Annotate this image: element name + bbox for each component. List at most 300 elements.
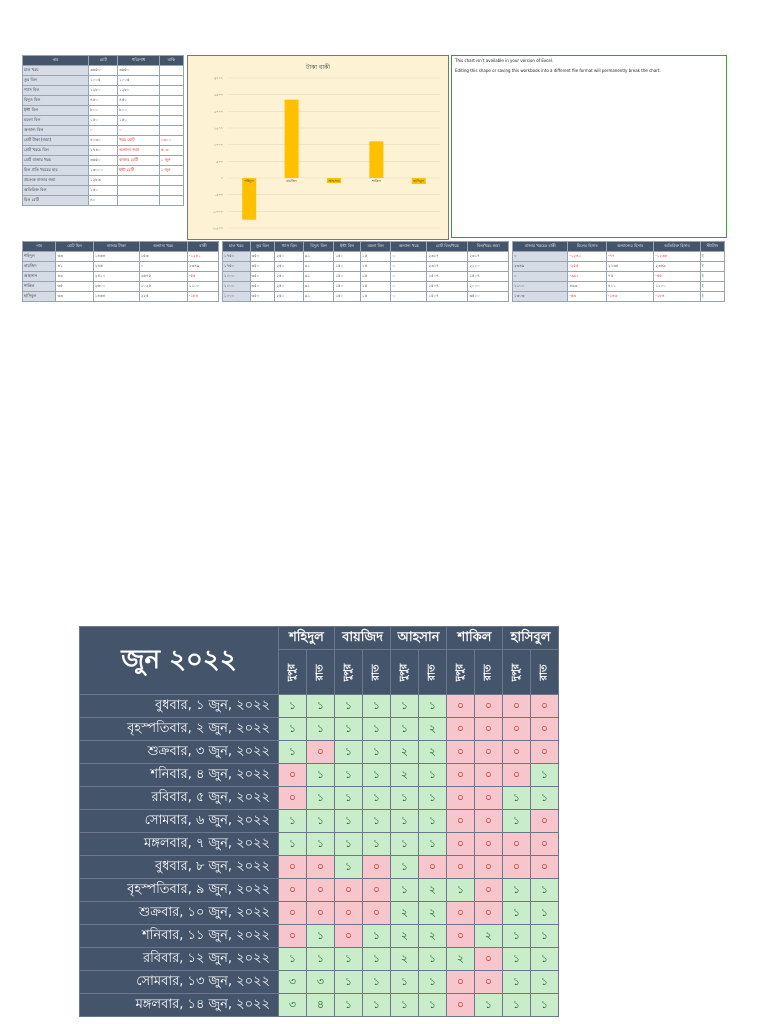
- meal-count: ১: [503, 994, 531, 1017]
- table-row: [23, 96, 184, 106]
- y-tick-label: ১৫০০: [213, 126, 223, 131]
- table-row: [513, 292, 725, 302]
- meal-count: ০: [279, 787, 307, 810]
- table-cell: ২৬০০: [93, 282, 139, 292]
- meal-count: ৩: [279, 971, 307, 994]
- meal-label: দুপুর: [453, 663, 465, 681]
- y-tick-label: -৫০০: [214, 193, 223, 198]
- table-row: [513, 252, 725, 262]
- meal-count: ১: [279, 948, 307, 971]
- table-row: [23, 282, 219, 292]
- meal-count: ১: [419, 971, 447, 994]
- meal-count: ১: [531, 879, 559, 902]
- detail-right-table: [512, 241, 725, 302]
- table-row: [223, 252, 509, 262]
- attendance-row: [80, 764, 559, 787]
- attendance-row: [80, 810, 559, 833]
- table-cell: ২৫০: [275, 282, 304, 292]
- meal-count: ০: [503, 718, 531, 741]
- table-cell: ১১০০: [513, 282, 568, 292]
- table-row: [23, 272, 219, 282]
- meal-count: ১: [475, 994, 503, 1017]
- table-cell: ২৩৪৯: [654, 262, 700, 272]
- table-cell: ৮০০: [118, 106, 160, 116]
- table-cell: ১০০৫: [118, 76, 160, 86]
- table-cell: ২৪১০: [93, 272, 139, 282]
- meal-count: ০: [363, 879, 391, 902]
- table-cell: -১২৩৮: [654, 252, 700, 262]
- meal-count: ১: [531, 948, 559, 971]
- column-header: চাল খরচ: [223, 242, 251, 252]
- meal-count: ০: [531, 833, 559, 856]
- table-cell: ৩৬৫০: [89, 156, 118, 166]
- table-cell: চাল খরচ: [23, 66, 89, 76]
- unsupported-chart-box: [451, 55, 727, 238]
- table-cell: ৯১: [303, 272, 333, 282]
- table-cell: ০: [391, 262, 427, 272]
- meal-count: ১: [307, 695, 335, 718]
- table-cell: ০: [391, 272, 427, 282]
- table-cell: হাসিবুল: [23, 292, 56, 302]
- table-cell: ০: [391, 282, 427, 292]
- table-cell: ১০০৫: [89, 76, 118, 86]
- table-cell: [159, 126, 183, 136]
- table-cell: ৯১: [303, 252, 333, 262]
- meal-count: ১: [335, 695, 363, 718]
- table-cell: ই: [700, 262, 724, 272]
- meal-count: ১: [531, 764, 559, 787]
- meal-count: ০: [503, 764, 531, 787]
- y-tick-label: ২০০০: [213, 109, 223, 114]
- table-cell: ১৫: [361, 282, 391, 292]
- meal-label: রাত: [314, 664, 325, 680]
- column-header: ময়লা বিল: [361, 242, 391, 252]
- table-cell: ৩৫০০: [468, 292, 509, 302]
- table-cell: ১৫০: [89, 186, 118, 196]
- meal-count: ১: [307, 948, 335, 971]
- table-row: [23, 196, 184, 206]
- meal-count: ০: [335, 902, 363, 925]
- table-row: [23, 176, 184, 186]
- date-cell: বৃহস্পতিবার, ৯ জুন, ২০২২: [80, 879, 279, 902]
- table-cell: -১৮৪: [187, 292, 218, 302]
- meal-count: ০: [447, 787, 475, 810]
- table-cell: ৯১: [303, 282, 333, 292]
- table-cell: ২৫০: [275, 252, 304, 262]
- table-cell: ০: [139, 262, 187, 272]
- column-header: গ্যাস বিল: [275, 242, 304, 252]
- table-cell: ই: [700, 292, 724, 302]
- meal-count: ২: [419, 902, 447, 925]
- date-cell: শুক্রবার, ১০ জুন, ২০২২: [80, 902, 279, 925]
- attendance-row: [80, 856, 559, 879]
- table-cell: [159, 96, 183, 106]
- table-cell: ২০০০: [468, 282, 509, 292]
- table-row: [23, 292, 219, 302]
- meal-count: ২: [391, 764, 419, 787]
- table-cell: মোট টাকা (জমা): [23, 136, 89, 146]
- table-cell: [159, 106, 183, 116]
- table-cell: বায়জিদ: [23, 262, 56, 272]
- column-header: বাকি: [159, 56, 183, 66]
- table-row: [223, 272, 509, 282]
- table-cell: -৭৭: [607, 252, 654, 262]
- table-cell: তুর বিল: [23, 76, 89, 86]
- table-cell: ৩৩: [56, 292, 93, 302]
- table-cell: ই: [700, 282, 724, 292]
- table-cell: ২৫০: [275, 272, 304, 282]
- meal-count: ১: [335, 741, 363, 764]
- table-cell: ১০০০: [223, 282, 251, 292]
- y-tick-label: -১০০০: [212, 209, 223, 214]
- table-cell: ইন্টা রেটি: [118, 166, 160, 176]
- meal-count: ১: [531, 902, 559, 925]
- table-cell: ৯১: [303, 262, 333, 272]
- meal-header: [503, 650, 531, 695]
- meal-count: ১: [419, 833, 447, 856]
- table-cell: ১ জুন: [159, 156, 183, 166]
- meal-count: ০: [475, 879, 503, 902]
- meal-count: ০: [447, 764, 475, 787]
- table-cell: ১৪৬৪: [93, 292, 139, 302]
- bar: [285, 100, 299, 178]
- table-cell: বাজার রেটি: [118, 156, 160, 166]
- meal-label: দুপুর: [341, 663, 353, 681]
- meal-count: ১: [307, 925, 335, 948]
- table-cell: ০: [391, 292, 427, 302]
- meal-count: ০: [419, 856, 447, 879]
- column-header: মোট বিল/খরচ: [427, 242, 468, 252]
- meal-header: [279, 650, 307, 695]
- table-cell: -৫৩: [568, 292, 607, 302]
- meal-count: ০: [503, 741, 531, 764]
- attendance-row: [80, 741, 559, 764]
- table-cell: ২৬৭৫: [139, 272, 187, 282]
- meal-count: ১: [335, 948, 363, 971]
- date-cell: শনিবার, ৪ জুন, ২০২২: [80, 764, 279, 787]
- table-cell: ৭৫: [607, 272, 654, 282]
- table-cell: ১৫: [361, 252, 391, 262]
- table-cell: অন্যান্য বিল: [23, 126, 89, 136]
- table-cell: ২৫০: [275, 262, 304, 272]
- meal-count: ০: [531, 741, 559, 764]
- meal-count: ০: [447, 902, 475, 925]
- table-cell: ৪০: [89, 196, 118, 206]
- table-cell: ৩৬৫০: [89, 66, 118, 76]
- attendance-row: [80, 994, 559, 1017]
- table-cell: -১৪৩: [607, 292, 654, 302]
- table-cell: [159, 76, 183, 86]
- table-cell: ১০২৫: [139, 282, 187, 292]
- bar-chart: [188, 56, 448, 239]
- table-cell: ২৩১৭: [427, 262, 468, 272]
- meal-label: দুপুর: [285, 663, 297, 681]
- table-cell: ২২৫: [139, 292, 187, 302]
- y-tick-label: ৩০০০: [213, 76, 223, 81]
- meal-count: ১: [419, 994, 447, 1017]
- meal-count: ১: [363, 741, 391, 764]
- meal-count: ১: [391, 856, 419, 879]
- meal-count: ১: [363, 695, 391, 718]
- table-cell: ০: [89, 126, 118, 136]
- meal-count: ০: [447, 971, 475, 994]
- meal-count: ২: [391, 925, 419, 948]
- meal-header: [447, 650, 475, 695]
- meal-count: ৩: [307, 971, 335, 994]
- meal-header: [475, 650, 503, 695]
- meal-header: [307, 650, 335, 695]
- meal-count: ১: [307, 787, 335, 810]
- meal-label: রাত: [370, 664, 381, 680]
- table-cell: ১১০০: [187, 282, 218, 292]
- y-tick-label: ০: [220, 176, 223, 181]
- x-tick-label: আহসান: [328, 179, 340, 183]
- meal-count: ১: [391, 810, 419, 833]
- attendance-row: [80, 718, 559, 741]
- table-cell: ২৪৬: [93, 262, 139, 272]
- date-cell: রবিবার, ১২ জুন, ২০২২: [80, 948, 279, 971]
- date-cell: বুধবার, ১ জুন, ২০২২: [80, 695, 279, 718]
- meal-count: ১: [391, 879, 419, 902]
- column-header: নাম: [23, 242, 56, 252]
- table-cell: মিল প্রতি খরচের হার: [23, 166, 89, 176]
- table-cell: ৪৫০: [89, 96, 118, 106]
- meal-count: ১: [391, 718, 419, 741]
- meal-count: ১: [335, 856, 363, 879]
- meal-count: ০: [447, 718, 475, 741]
- meal-count: ১: [531, 925, 559, 948]
- bar: [242, 178, 256, 220]
- attendance-row: [80, 879, 559, 902]
- meal-count: ০: [447, 695, 475, 718]
- meal-count: ১: [363, 718, 391, 741]
- table-cell: ই: [700, 272, 724, 282]
- meal-count: ১: [335, 787, 363, 810]
- column-header: তুর বিল: [250, 242, 275, 252]
- month-title: জুন ২০২২: [80, 627, 279, 695]
- meal-count: ০: [447, 925, 475, 948]
- date-cell: বৃহস্পতিবার, ২ জুন, ২০২২: [80, 718, 279, 741]
- meal-label: রাত: [426, 664, 437, 680]
- column-header: পরিশোধ: [118, 56, 160, 66]
- meal-count: ১: [503, 925, 531, 948]
- meal-count: ২: [419, 925, 447, 948]
- column-header: বিদ্যুৎ বিল: [303, 242, 333, 252]
- table-cell: ১৭৫০: [223, 262, 251, 272]
- table-row: [23, 106, 184, 116]
- meal-count: ১: [363, 787, 391, 810]
- meal-header: [335, 650, 363, 695]
- person-header: শাকিল: [447, 627, 503, 650]
- meal-count: ১: [503, 948, 531, 971]
- meal-count: ০: [307, 902, 335, 925]
- person-header: হাসিবুল: [503, 627, 559, 650]
- detail-mid-table: [222, 241, 509, 302]
- table-cell: ৩৬৫০: [118, 66, 160, 76]
- table-cell: [118, 176, 160, 186]
- column-header: অন্যান্যের হিসাব: [607, 242, 654, 252]
- table-cell: ৫০৩: [159, 146, 183, 156]
- meal-count: ০: [363, 902, 391, 925]
- attendance-row: [80, 948, 559, 971]
- meal-count: ২: [391, 948, 419, 971]
- meal-count: ১: [279, 810, 307, 833]
- column-header: অতিরিক্ত হিসাব: [654, 242, 700, 252]
- person-header: শহিদুল: [279, 627, 335, 650]
- meal-count: ২: [391, 902, 419, 925]
- meal-count: ২: [475, 925, 503, 948]
- meal-count: ১: [363, 810, 391, 833]
- meal-header: [419, 650, 447, 695]
- table-cell: ৩৫০: [250, 262, 275, 272]
- table-cell: শাকিল: [23, 282, 56, 292]
- table-cell: ১৫০৭: [468, 272, 509, 282]
- table-cell: [118, 196, 160, 206]
- meal-count: ১: [279, 741, 307, 764]
- table-row: [23, 66, 184, 76]
- table-row: [513, 282, 725, 292]
- table-cell: ৪০৩০: [89, 136, 118, 146]
- column-header: বাকী: [187, 242, 218, 252]
- meal-label: দুপুর: [509, 663, 521, 681]
- meal-count: ৪: [307, 994, 335, 1017]
- table-cell: মোট বাজার খরচ: [23, 156, 89, 166]
- meal-count: ১: [447, 879, 475, 902]
- bar: [369, 141, 383, 178]
- meal-count: ০: [447, 810, 475, 833]
- detail-left-table: [22, 241, 219, 302]
- table-cell: ২১৩৪: [607, 262, 654, 272]
- attendance-row: [80, 971, 559, 994]
- meal-count: ০: [363, 856, 391, 879]
- column-header: বাজার খরচের বাকী: [513, 242, 568, 252]
- table-row: [23, 262, 219, 272]
- table-cell: শহিদুল: [23, 252, 56, 262]
- date-cell: সোমবার, ১৩ জুন, ২০২২: [80, 971, 279, 994]
- meal-count: ১: [307, 718, 335, 741]
- table-cell: ২৩১৭: [427, 252, 468, 262]
- table-cell: ১ জুন: [159, 166, 183, 176]
- meal-count: ১: [503, 902, 531, 925]
- person-header: বায়জিদ: [335, 627, 391, 650]
- table-cell: ই: [700, 252, 724, 262]
- meal-count: ১: [503, 787, 531, 810]
- meal-count: ১: [503, 971, 531, 994]
- meal-count: ১: [363, 948, 391, 971]
- date-cell: শনিবার, ১১ জুন, ২০২২: [80, 925, 279, 948]
- table-cell: ৪১১: [607, 282, 654, 292]
- meal-count: ৩: [279, 994, 307, 1017]
- table-cell: -১৮৪: [654, 292, 700, 302]
- table-cell: গ্যাস বিল: [23, 86, 89, 96]
- meal-count: ১: [419, 787, 447, 810]
- meal-count: ২: [419, 741, 447, 764]
- table-cell: ২৩১৭: [468, 252, 509, 262]
- meal-count: ০: [475, 971, 503, 994]
- table-cell: ১৫: [361, 262, 391, 272]
- x-tick-label: শাকিল: [371, 179, 381, 183]
- table-cell: প্রত্যেক বাজার জমা: [23, 176, 89, 186]
- chart-area: [187, 55, 449, 240]
- meal-count: ১: [279, 718, 307, 741]
- meal-count: ০: [279, 764, 307, 787]
- meal-count: ০: [335, 879, 363, 902]
- y-tick-label: ২৫০০: [213, 93, 223, 98]
- meal-count: ২: [447, 948, 475, 971]
- meal-count: ১: [531, 994, 559, 1017]
- table-cell: মিল রেটি: [23, 196, 89, 206]
- table-cell: ১৫০: [334, 282, 361, 292]
- meal-count: ০: [447, 856, 475, 879]
- table-cell: ০: [118, 126, 160, 136]
- table-cell: ১৫০৭: [427, 272, 468, 282]
- table-cell: [118, 186, 160, 196]
- table-cell: ১৪৬৪: [93, 252, 139, 262]
- table-cell: [159, 186, 183, 196]
- table-cell: ১১০০: [654, 282, 700, 292]
- table-row: [23, 76, 184, 86]
- meal-count: ০: [475, 810, 503, 833]
- table-cell: বিদ্যুৎ বিল: [23, 96, 89, 106]
- meal-count: ০: [279, 902, 307, 925]
- meal-count: ০: [307, 856, 335, 879]
- error-line-2: Editing this shape or saving this workbook into a different file format will permanently break the chart.: [455, 68, 661, 73]
- meal-count: ১: [419, 764, 447, 787]
- date-cell: মঙ্গলবার, ১৪ জুন, ২০২২: [80, 994, 279, 1017]
- table-cell: অন্যান্য জমা: [118, 146, 160, 156]
- meal-count: ০: [447, 833, 475, 856]
- table-cell: ৩৫: [56, 282, 93, 292]
- column-header: স্ট্যাটাস: [700, 242, 724, 252]
- table-cell: ৮০০: [89, 106, 118, 116]
- meal-count: ১: [391, 971, 419, 994]
- meal-count: ১: [335, 764, 363, 787]
- meal-count: ১: [335, 718, 363, 741]
- table-cell: ১৫০: [334, 252, 361, 262]
- meal-count: ১: [335, 810, 363, 833]
- meal-count: ১: [503, 879, 531, 902]
- table-row: [23, 116, 184, 126]
- meal-count: ১: [363, 994, 391, 1017]
- table-cell: ২১০০: [468, 262, 509, 272]
- attendance-row: [80, 787, 559, 810]
- meal-count: ২: [419, 879, 447, 902]
- table-cell: ১৫৩: [139, 252, 187, 262]
- meal-count: ১: [335, 994, 363, 1017]
- table-cell: ১২৮৩: [89, 176, 118, 186]
- x-tick-label: বায়জিদ: [286, 179, 298, 183]
- person-header: আহসান: [391, 627, 447, 650]
- x-tick-label: শহিদুল: [244, 179, 254, 183]
- meal-count: ০: [475, 718, 503, 741]
- table-cell: ১৫০: [334, 292, 361, 302]
- meal-count: ০: [307, 741, 335, 764]
- table-cell: -৫৫: [654, 272, 700, 282]
- table-cell: ১২৮০: [89, 86, 118, 96]
- meal-count: ১: [307, 833, 335, 856]
- date-cell: রবিবার, ৫ জুন, ২০২২: [80, 787, 279, 810]
- meal-count: ০: [307, 879, 335, 902]
- meal-count: ১: [363, 764, 391, 787]
- meal-count: ০: [531, 718, 559, 741]
- table-cell: ৪৫০: [118, 96, 160, 106]
- table-cell: ১৩০০০: [89, 166, 118, 176]
- column-header: নাম: [23, 56, 89, 66]
- table-row: [23, 156, 184, 166]
- column-header: অন্যান্য খরচ: [391, 242, 427, 252]
- table-row: [23, 86, 184, 96]
- table-cell: [159, 86, 183, 96]
